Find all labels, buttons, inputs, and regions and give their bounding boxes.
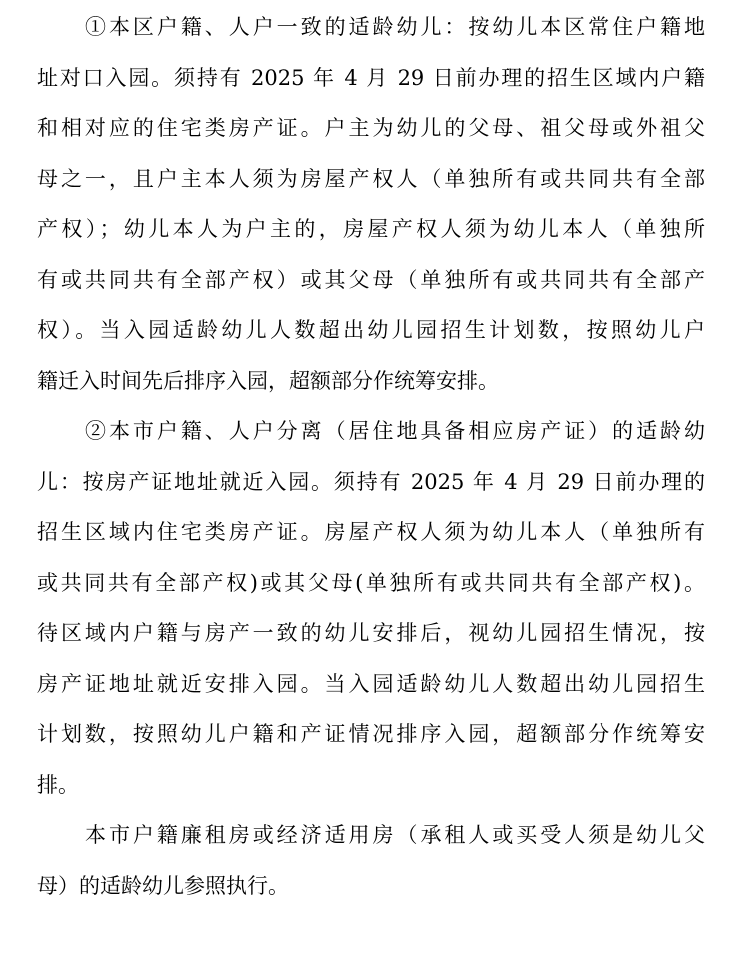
text-line: 招生区域内住宅类房产证。房屋产权人须为幼儿本人（单独所有 <box>37 520 705 544</box>
paragraph-household-consistent <box>37 2 705 406</box>
text-line: 母）的适龄幼儿参照执行。 <box>37 873 289 898</box>
text-line: 排。 <box>37 772 79 797</box>
text-line: 和相对应的住宅类房产证。户主为幼儿的父母、祖父母或外祖父 <box>37 116 705 140</box>
text-line: 权）。当入园适龄幼儿人数超出幼儿园招生计划数，按照幼儿户 <box>37 318 705 342</box>
text-line: 产权）；幼儿本人为户主的，房屋产权人须为幼儿本人（单独所 <box>37 217 705 241</box>
paragraph-household-separated <box>37 406 705 810</box>
text-line: 本市户籍廉租房或经济适用房（承租人或买受人须是幼儿父 <box>85 823 705 847</box>
paragraph-public-housing <box>37 810 705 911</box>
text-line: 房产证地址就近安排入园。当入园适龄幼儿人数超出幼儿园招生 <box>37 671 705 696</box>
document-body <box>37 2 705 911</box>
text-line: ①本区户籍、人户一致的适龄幼儿：按幼儿本区常住户籍地 <box>85 15 705 39</box>
text-line: 待区域内户籍与房产一致的幼儿安排后，视幼儿园招生情况，按 <box>37 621 705 645</box>
text-line: 计划数，按照幼儿户籍和产证情况排序入园，超额部分作统筹安 <box>37 722 705 746</box>
text-line: 母之一，且户主本人须为房屋产权人（单独所有或共同共有全部 <box>37 166 705 191</box>
text-line: 有或共同共有全部产权）或其父母（单独所有或共同共有全部产 <box>37 267 705 292</box>
text-line: 或共同共有全部产权)或其父母(单独所有或共同共有全部产权)。 <box>37 570 705 595</box>
text-line: ②本市户籍、人户分离（居住地具备相应房产证）的适龄幼 <box>85 419 705 443</box>
text-line: 址对口入园。须持有 2025 年 4 月 29 日前办理的招生区域内户籍 <box>37 65 705 90</box>
text-line: 儿：按房产证地址就近入园。须持有 2025 年 4 月 29 日前办理的 <box>37 469 705 494</box>
text-line: 籍迁入时间先后排序入园，超额部分作统筹安排。 <box>37 368 499 393</box>
